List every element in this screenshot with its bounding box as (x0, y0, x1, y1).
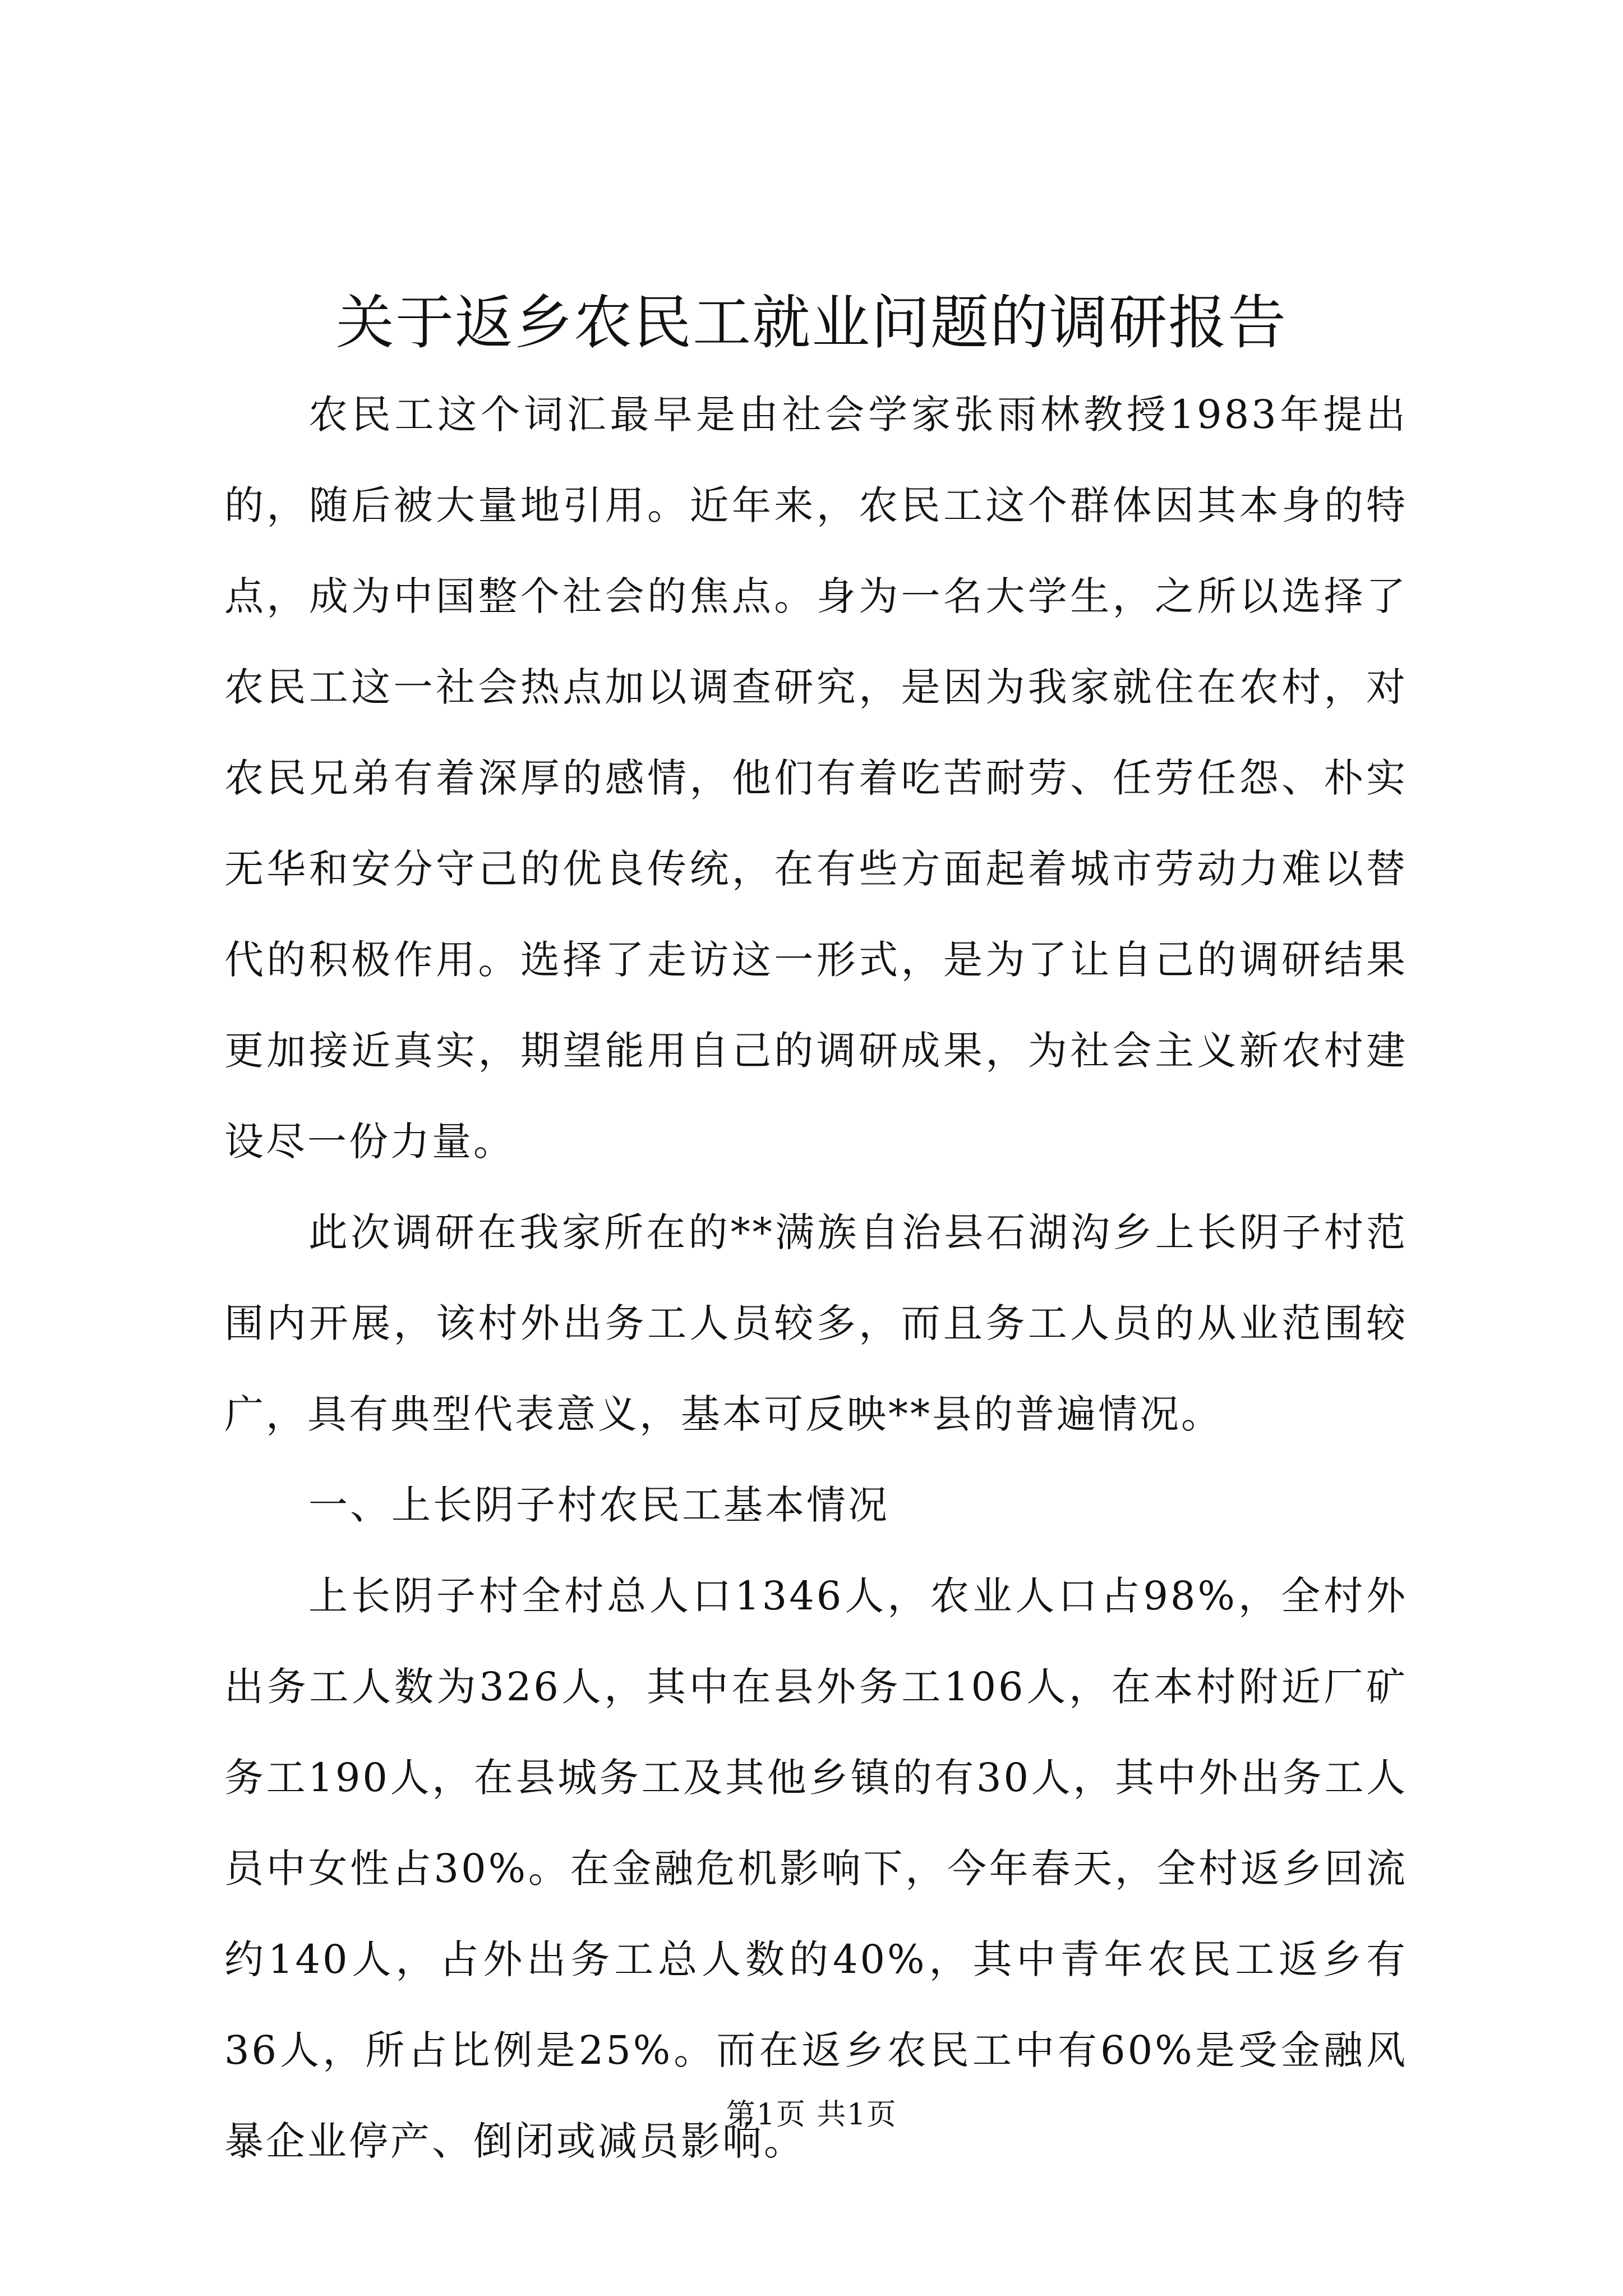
paragraph-intro: 农民工这个词汇最早是由社会学家张雨林教授1983年提出的，随后被大量地引用。近年来，农民工这个群体因其本身的特点，成为中国整个社会的焦点。身为一名大学生，之所以选择了农民工这一社会热点加以调查研究，是因为我家就住在农村，对农民兄弟有着深厚的感情，他们有着吃苦耐劳、任劳任怨、朴实无华和安分守己的优良传统，在有些方面起着城市劳动力难以替代的积极作用。选择了走访这一形式，是为了让自己的调研结果更加接近真实，期望能用自己的调研成果，为社会主义新农村建设尽一份力量。 (224, 392, 1408, 1165)
page-footer: 第1页 共1页 (726, 2098, 897, 2132)
paragraph-statistics: 上长阴子村全村总人口1346人，农业人口占98%，全村外出务工人数为326人，其中在县外务工106人，在本村附近厂矿务工190人，在县城务工及其他乡镇的有30人，其中外出务工人员中女性占30%。在金融危机影响下，今年春天，全村返乡回流约140人，占外出务工总人数的40%，其中青年农民工返乡有36人，所占比例是25%。而在返乡农民工中有60%是受金融风暴企业停产、倒闭或减员影响。 (224, 1573, 1408, 2164)
document-body (224, 369, 1408, 2187)
document-title: 关于返乡农民工就业问题的调研报告 (335, 288, 1287, 357)
section-heading-1: 一、上长阴子村农民工基本情况 (308, 1482, 889, 1528)
paragraph-scope: 此次调研在我家所在的**满族自治县石湖沟乡上长阴子村范围内开展，该村外出务工人员较多，而且务工人员的从业范围较广，具有典型代表意义，基本可反映**县的普遍情况。 (224, 1209, 1408, 1437)
